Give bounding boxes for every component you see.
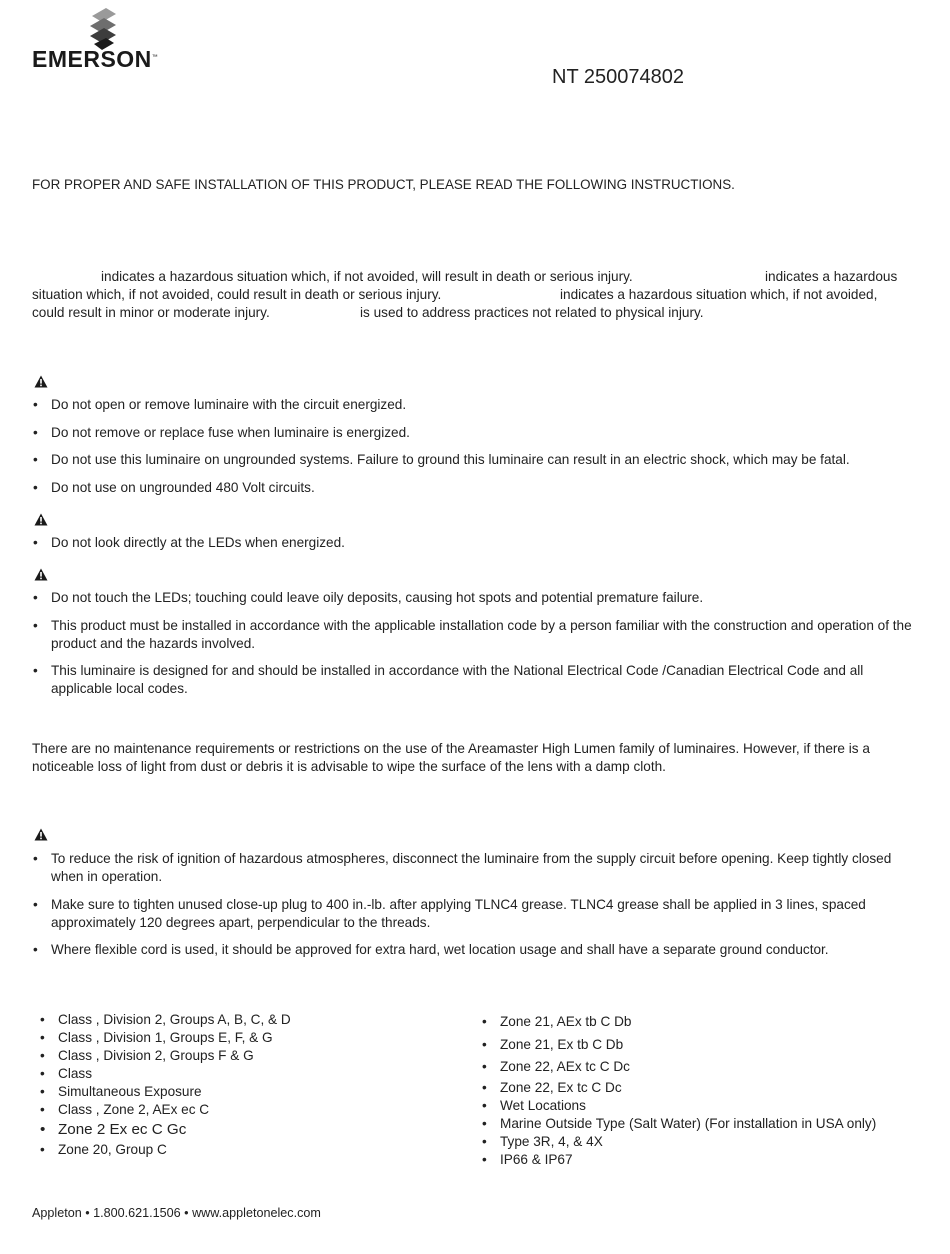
list-item: • Do not use this luminaire on ungrounded systems. Failure to ground this luminaire can result in an electric shock, which may be fatal. (32, 451, 922, 469)
certification-item: • Zone 22, Ex tc C Dc (481, 1079, 921, 1097)
list-item: • Do not open or remove luminaire with the circuit energized. (32, 396, 922, 414)
list-item: • This luminaire is designed for and should be installed in accordance with the National Electrical Code /Canadian Electrical Code and all applicable local codes. (32, 662, 912, 698)
certification-item: • Class , Division 1, Groups E, F, & G (39, 1029, 459, 1047)
certification-item: • Type 3R, 4, & 4X (481, 1133, 921, 1151)
certification-item: • Simultaneous Exposure (39, 1083, 459, 1101)
certifications-left-list (39, 1011, 459, 1159)
list-item: • Do not touch the LEDs; touching could leave oily deposits, causing hot spots and potential premature failure. (32, 589, 912, 607)
certification-item: • Zone 2 Ex ec C Gc (39, 1119, 459, 1141)
warning-triangle-icon (34, 513, 48, 526)
warning-list-3 (32, 589, 912, 708)
certification-item: • Zone 22, AEx tc C Dc (481, 1056, 921, 1079)
definition-caution-text: could result in minor or moderate injury. (32, 305, 270, 320)
certification-item: • Zone 20, Group C (39, 1141, 459, 1159)
warning-triangle-icon (34, 375, 48, 388)
certification-item: • Class (39, 1065, 459, 1083)
warning-list-1 (32, 396, 922, 506)
warning-list-2 (32, 534, 922, 552)
certifications-right-list (481, 1011, 921, 1169)
warning-list-4 (32, 850, 912, 969)
intro-instruction: FOR PROPER AND SAFE INSTALLATION OF THIS PRODUCT, PLEASE READ THE FOLLOWING INSTRUCTIONS. (32, 177, 735, 192)
company-logo-text: EMERSON™ (32, 46, 159, 72)
list-item: • Do not use on ungrounded 480 Volt circuits. (32, 479, 922, 497)
certification-item: • Wet Locations (481, 1097, 921, 1115)
certification-item: • Class , Division 2, Groups A, B, C, & D (39, 1011, 459, 1029)
list-item: • Where flexible cord is used, it should be approved for extra hard, wet location usage and shall have a separate ground conductor. (32, 941, 912, 959)
list-item: • Do not remove or replace fuse when luminaire is energized. (32, 424, 922, 442)
certification-item: • IP66 & IP67 (481, 1151, 921, 1169)
definition-danger-text: indicates a hazardous situation which, if not avoided, will result in death or serious injury. (101, 269, 633, 284)
document-number: NT 250074802 (552, 66, 684, 88)
definition-warning-start: indicates a hazardous (765, 269, 898, 284)
list-item: • This product must be installed in accordance with the applicable installation code by a person familiar with the construction and operation of the product and the hazards involved. (32, 617, 912, 653)
definition-caution-start: indicates a hazardous situation which, if not avoided, (560, 287, 878, 302)
maintenance-paragraph: There are no maintenance requirements or restrictions on the use of the Areamaster High Lumen family of luminaires. However, if there is a noticeable loss of light from dust or debris it is advisable to wipe the surface of the lens with a damp cloth. (32, 741, 870, 774)
list-item: • Do not look directly at the LEDs when energized. (32, 534, 922, 552)
list-item: • Make sure to tighten unused close-up plug to 400 in.-lb. after applying TLNC4 grease. TLNC4 grease shall be applied in 3 lines, spaced approximately 120 degrees apart, perpendicular to the threads. (32, 896, 912, 932)
certification-item: • Zone 21, Ex tb C Db (481, 1034, 921, 1057)
emerson-logo-icon (86, 6, 122, 50)
list-item: • To reduce the risk of ignition of hazardous atmospheres, disconnect the luminaire from the supply circuit before opening. Keep tightly closed when in operation. (32, 850, 912, 886)
hazard-definitions (32, 268, 912, 322)
warning-triangle-icon (34, 568, 48, 581)
footer-contact: Appleton • 1.800.621.1506 • www.appletonelec.com (32, 1206, 321, 1220)
certification-item: • Marine Outside Type (Salt Water) (For installation in USA only) (481, 1115, 921, 1133)
warning-triangle-icon (34, 828, 48, 841)
certification-item: • Class , Zone 2, AEx ec C (39, 1101, 459, 1119)
definition-notice-text: is used to address practices not related to physical injury. (360, 305, 704, 320)
definition-warning-text: situation which, if not avoided, could result in death or serious injury. (32, 287, 442, 302)
certification-item: • Zone 21, AEx tb C Db (481, 1011, 921, 1034)
certification-item: • Class , Division 2, Groups F & G (39, 1047, 459, 1065)
